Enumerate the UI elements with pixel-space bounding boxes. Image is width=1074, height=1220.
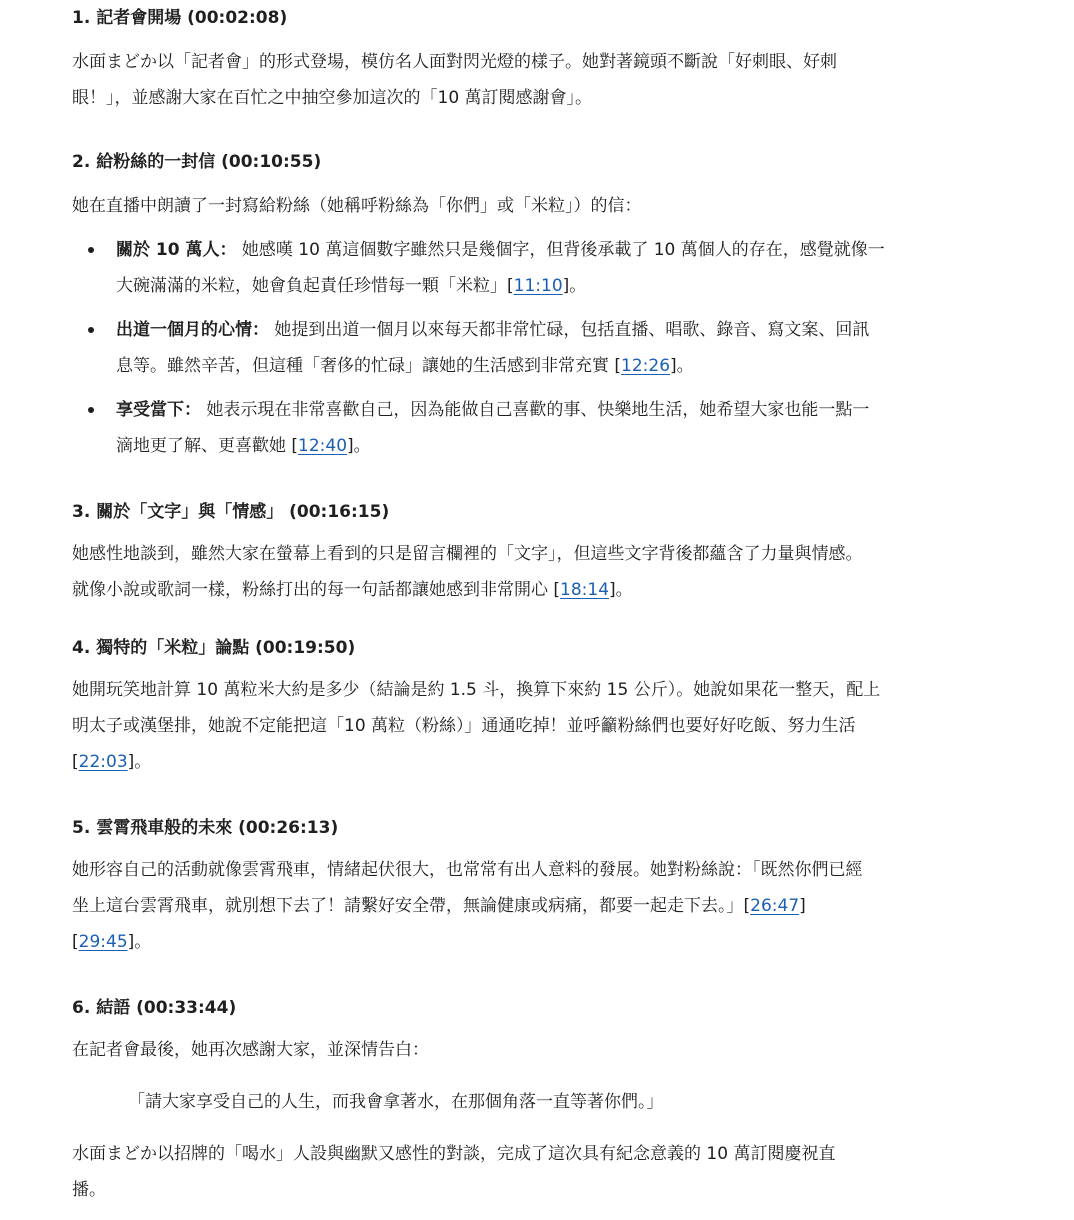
timestamp-link[interactable]: 22:03 <box>78 752 128 772</box>
paragraph-line: 水面まどか以招牌的「喝水」人設與幽默又感性的對談，完成了這次具有紀念意義的 10 萬訂閱慶祝直 <box>72 1144 836 1164</box>
section-title: 5. 雲霄飛車般的未來 (00:26:13) <box>72 818 339 838</box>
bullet-text: ]。 <box>670 356 694 376</box>
timestamp-link[interactable]: 12:26 <box>621 356 671 376</box>
section-1 <box>72 4 1012 116</box>
paragraph-line: ]。 <box>609 580 633 600</box>
bullet-text: 滴地更了解、更喜歡她 [ <box>116 436 299 456</box>
paragraph-line: 她感性地談到，雖然大家在螢幕上看到的只是留言欄裡的「文字」，但這些文字背後都蘊含了力量與情感。 <box>72 544 863 564</box>
timestamp-link[interactable]: 26:47 <box>750 896 800 916</box>
bullet-text: 大碗滿滿的米粒，她會負起責任珍惜每一顆「米粒」[ <box>116 276 514 296</box>
section-title: 3. 關於「文字」與「情感」 (00:16:15) <box>72 502 390 522</box>
bullet-title: 出道一個月的心情： <box>116 320 269 340</box>
section-intro: 在記者會最後，她再次感謝大家，並深情告白： <box>72 1040 429 1060</box>
list-item <box>72 312 1012 384</box>
section-paragraph <box>72 536 1012 608</box>
bullet-dot-icon <box>88 247 94 253</box>
bullet-list <box>72 232 1012 464</box>
paragraph-line: 她開玩笑地計算 10 萬粒米大約是多少（結論是約 1.5 斗，換算下來約 15 公斤）。她說如果花一整天，配上 <box>72 680 881 700</box>
paragraph-line: 明太子或漢堡排，她說不定能把這「10 萬粒（粉絲）」通通吃掉！並呼籲粉絲們也要好好吃飯、努力生活 <box>72 716 856 736</box>
paragraph-line: ]。 <box>127 932 152 952</box>
paragraph-line: ] <box>799 896 806 916</box>
bullet-text: ]。 <box>347 436 371 456</box>
section-paragraph <box>72 852 1012 960</box>
timestamp-link[interactable]: 11:10 <box>513 276 563 296</box>
timestamp-link[interactable]: 12:40 <box>298 436 348 456</box>
bullet-text: 她提到出道一個月以來每天都非常忙碌，包括直播、唱歌、錄音、寫文案、回訊 <box>269 320 870 340</box>
bullet-dot-icon <box>88 327 94 333</box>
section-2 <box>72 148 1012 464</box>
quote-text: 「請大家享受自己的人生，而我會拿著水，在那個角落一直等著你們。」 <box>128 1092 664 1112</box>
section-3 <box>72 498 1012 608</box>
paragraph-line: ]。 <box>127 752 152 772</box>
section-title: 1. 記者會開場 (00:02:08) <box>72 8 288 28</box>
paragraph-line: 就像小說或歌詞一樣，粉絲打出的每一句話都讓她感到非常開心 [ <box>72 580 561 600</box>
section-title: 6. 結語 (00:33:44) <box>72 998 237 1018</box>
paragraph-line: [ <box>72 752 79 772</box>
paragraph-line: 坐上這台雲霄飛車，就別想下去了！請繫好安全帶，無論健康或病痛，都要一起走下去。」[ <box>72 896 751 916</box>
bullet-text: ]。 <box>562 276 587 296</box>
timestamp-link[interactable]: 29:45 <box>78 932 128 952</box>
section-paragraph <box>72 672 1012 780</box>
section-paragraph <box>72 44 1012 116</box>
timestamp-link[interactable]: 18:14 <box>560 580 610 600</box>
section-6 <box>72 994 1012 1208</box>
closing-paragraph <box>72 1136 1012 1208</box>
section-title: 4. 獨特的「米粒」論點 (00:19:50) <box>72 638 356 658</box>
bullet-title: 關於 10 萬人： <box>116 240 237 260</box>
bullet-dot-icon <box>88 407 94 413</box>
paragraph-line: 眼！」，並感謝大家在百忙之中抽空參加這次的「10 萬訂閱感謝會」。 <box>72 88 593 108</box>
section-5 <box>72 814 1012 960</box>
section-intro: 她在直播中朗讀了一封寫給粉絲（她稱呼粉絲為「你們」或「米粒」）的信： <box>72 196 642 216</box>
paragraph-line: [ <box>72 932 79 952</box>
bullet-text: 她表示現在非常喜歡自己，因為能做自己喜歡的事、快樂地生活，她希望大家也能一點一 <box>201 400 870 420</box>
list-item <box>72 232 1012 304</box>
paragraph-line: 水面まどか以「記者會」的形式登場，模仿名人面對閃光燈的樣子。她對著鏡頭不斷說「好刺眼、好刺 <box>72 52 837 72</box>
section-4 <box>72 634 1012 780</box>
bullet-text: 她感嘆 10 萬這個數字雖然只是幾個字，但背後承載了 10 萬個人的存在，感覺就像一 <box>236 240 885 260</box>
bullet-title: 享受當下： <box>116 400 201 420</box>
list-item <box>72 392 1012 464</box>
paragraph-line: 她形容自己的活動就像雲霄飛車，情緒起伏很大，也常常有出人意料的發展。她對粉絲說：「既然你們已經 <box>72 860 863 880</box>
bullet-text: 息等。雖然辛苦，但這種「奢侈的忙碌」讓她的生活感到非常充實 [ <box>116 356 622 376</box>
paragraph-line: 播。 <box>72 1180 106 1200</box>
section-title: 2. 給粉絲的一封信 (00:10:55) <box>72 152 322 172</box>
